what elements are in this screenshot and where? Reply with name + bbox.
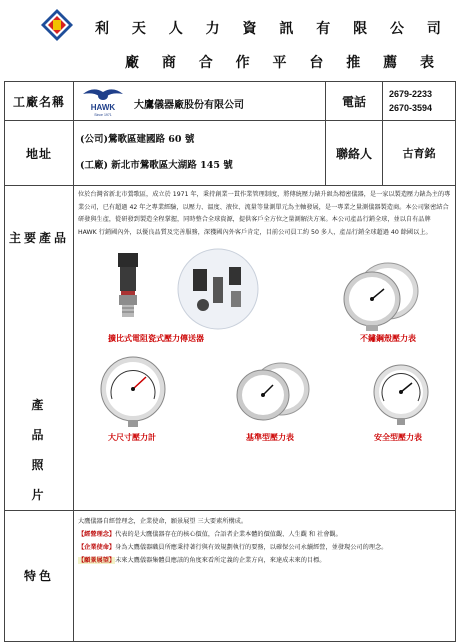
page-title: 利 天 人 力 資 訊 有 限 公 司	[95, 21, 450, 37]
address-cell	[74, 121, 326, 186]
transmitter-accessories-image	[173, 247, 263, 331]
address-line-2: (工廠) 新北市鶯歌區大湖路 145 號	[80, 160, 233, 171]
safety-gauge-image	[370, 363, 432, 425]
photos-label: 產品 照片	[31, 398, 47, 502]
large-gauge-image	[98, 355, 168, 427]
company-name: 大鷹儀器廠股份有限公司	[134, 100, 244, 111]
company-cell	[74, 82, 326, 121]
products-description: 位於台灣省新北市鶯歌區，成立於 1971 年，秉持創業一貫作業管理制度，將傳統壓力錶升級為精密儀器，是一家以製造壓力錶為主的專業公司，已有超過 42 年之專業經驗，以壓力、溫度、液位、流量等量測單元為主軸發展，是一專業之量測儀器製造商。本公司緊密結合研發與生產，從研發到製造全程掌握，同時整合全球資源，提供客戶全方位之量測解決方案。本公司產品行銷全球，並以自有品牌 HAWK 行銷國內外，以優良品質及完善服務，深獲國內外客戶肯定，目前公司員工約 50 多人，產品行銷全球超過 40 餘國以上。	[78, 191, 451, 236]
standard-gauge-image	[233, 359, 313, 425]
products-row	[5, 186, 456, 511]
caption-stainless: 不鏽鋼殼壓力表	[360, 333, 416, 343]
company-row	[5, 82, 456, 121]
phone-numbers	[383, 82, 456, 121]
phone-label: 電話	[326, 82, 383, 121]
caption-safety: 安全型壓力表	[374, 432, 422, 442]
products-cell	[74, 186, 456, 511]
hawk-logo-icon	[79, 84, 127, 118]
caption-large: 大尺寸壓力計	[108, 432, 156, 442]
hawk-logo-since: Since 1971	[94, 113, 112, 117]
company-name-label: 工廠名稱	[5, 82, 74, 121]
stainless-gauge-image	[340, 257, 420, 331]
products-label-cell	[5, 186, 74, 511]
vision-text: 身為大鷹儀器職員所應秉持著行與有效規劃執行的要務，以確保公司永續經營，並發現公司的理念。	[115, 544, 388, 551]
contact-label: 聯絡人	[326, 121, 383, 186]
mission-tag: 【經營理念】	[78, 531, 116, 538]
pressure-transmitter-image	[108, 251, 148, 323]
address-label: 地址	[5, 121, 74, 186]
page-subtitle: 廠 商 合 作 平 台 推 薦 表	[125, 55, 443, 71]
product-photos	[78, 247, 451, 447]
features-label: 特色	[5, 511, 74, 642]
mission-text: 代表的是大鷹儀器存在的核心價值，合語者企業本體的價值觀、人生觀 和 社會觀。	[115, 531, 342, 538]
contact-name: 古育銘	[383, 121, 456, 186]
phone-2: 2670-3594	[389, 103, 433, 113]
hawk-logo-text: HAWK	[90, 103, 116, 112]
features-cell	[74, 511, 456, 642]
outlook-tag: 【願景展望】	[78, 557, 116, 564]
products-label: 主要產品	[8, 231, 69, 245]
phone-1: 2679-2233	[389, 89, 433, 99]
address-row	[5, 121, 456, 186]
vision-tag: 【企業使命】	[78, 544, 116, 551]
company-logo-icon	[40, 8, 74, 42]
outlook-text: 未來大鷹儀器集體員應該的角度來看所定義的企業方向，來達成未來的目標。	[115, 557, 326, 564]
caption-standard: 基準型壓力表	[246, 432, 294, 442]
address-line-1: (公司)鶯歌區建國路 60 號	[80, 134, 195, 145]
caption-transmitter: 擴比式電阻瓷式壓力傳送器	[108, 333, 204, 343]
recommendation-table	[4, 81, 456, 642]
features-row	[5, 511, 456, 642]
features-intro: 大鷹儀器自經營理念，企業使命，願景展望 三大要素所構成。	[78, 518, 248, 525]
